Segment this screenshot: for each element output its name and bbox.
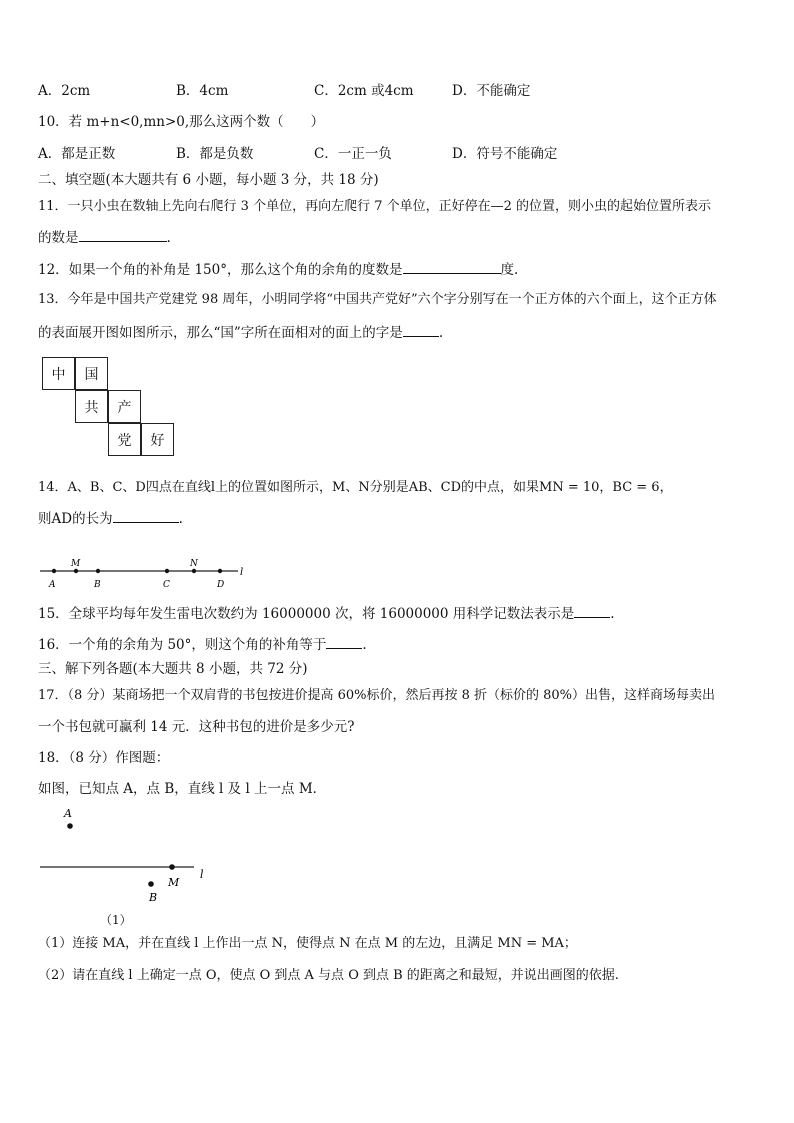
q11-line1: 11．一只小虫在数轴上先向右爬行 3 个单位，再向左爬行 7 个单位，正好停在—2 的位置，则小虫的起始位置所表示 [38, 199, 712, 214]
point-m [169, 864, 175, 870]
q14-line2-text: 则AD的长为 [38, 511, 113, 527]
q11-line2-text: 的数是 [38, 230, 79, 246]
q18-intro: 如图，已知点 A，点 B，直线 l 及 l 上一点 M． [38, 781, 327, 797]
net-cell-hao: 好 [141, 423, 174, 456]
label-d: D [217, 580, 225, 590]
q14-line2: 则AD的长为 . [38, 508, 183, 529]
q18-sub1: （1）连接 MA，并在直线 l 上作出一点 N，使得点 N 在点 M 的左边，且满足 MN = MA； [38, 936, 577, 951]
label-m: M [71, 559, 81, 569]
label-m: M [168, 876, 180, 889]
q9-option-b: B．4cm [176, 83, 229, 99]
label-b: B [94, 580, 101, 590]
q16-text: 16．一个角的余角为 50°，则这个角的补角等于 [38, 637, 327, 653]
q17-line1: 17．（8 分）某商场把一个双肩背的书包按进价提高 60%标价，然后再按 8 折（标价的 80%）出售，这样商场每卖出 [38, 688, 716, 703]
q10-option-b: B．都是负数 [176, 146, 254, 162]
section3-heading: 三、解下列各题(本大题共 8 小题，共 72 分) [38, 661, 308, 677]
q11-line2: 的数是 . [38, 227, 171, 248]
q10-stem: 10．若 m+n<0,mn>0,那么这两个数（ ） [38, 114, 325, 130]
net-cell-chan: 产 [108, 390, 141, 423]
q12-text: 12．如果一个角的补角是 150°，那么这个角的余角的度数是 [38, 262, 403, 278]
q10-option-a: A．都是正数 [38, 146, 116, 162]
q18-sub2: （2）请在直线 l 上确定一点 O，使点 O 到点 A 与点 O 到点 B 的距离之和最短，并说出画图的依据. [38, 968, 619, 983]
label-line-l: l [240, 567, 244, 578]
section2-heading: 二、填空题(本大题共有 6 小题，每小题 3 分，共 18 分) [38, 172, 379, 188]
q18-title: 18．（8 分）作图题： [38, 750, 170, 766]
net-cell-gong: 共 [75, 390, 108, 423]
point-a [67, 823, 73, 829]
label-line-l: l [200, 868, 204, 881]
net-cell-zhong: 中 [42, 357, 75, 390]
q12-suffix: 度. [500, 262, 519, 278]
q14-line1: 14．A、B、C、D四点在直线l上的位置如图所示，M、N分别是AB、CD的中点，如果MN = 10，BC = 6， [38, 480, 673, 495]
q18-figure-caption: （1） [100, 913, 132, 927]
q15-line: 15．全球平均每年发生雷电次数约为 16000000 次，将 16000000 用科学记数法表示是 . [38, 603, 615, 624]
q13-line1: 13．今年是中国共产党建党 98 周年，小明同学将“中国共产党好”六个字分别写在一个正方体的六个面上，这个正方体 [38, 292, 717, 307]
label-c: C [163, 580, 170, 590]
label-a: A [64, 807, 72, 820]
label-a: A [49, 580, 56, 590]
q9-option-c: C．2cm 或4cm [314, 83, 414, 99]
q13-line2: 的表面展开图如图所示，那么“国”字所在面相对的面上的字是 . [38, 322, 443, 343]
q15-text: 15．全球平均每年发生雷电次数约为 16000000 次，将 16000000 用科学记数法表示是 [38, 606, 575, 622]
q9-option-a: A．2cm [38, 83, 91, 99]
net-cell-guo: 国 [75, 357, 108, 390]
q10-option-c: C．一正一负 [314, 146, 392, 162]
label-b: B [149, 891, 158, 904]
q9-option-d: D．不能确定 [452, 83, 531, 99]
q17-line2: 一个书包就可赢利 14 元．这种书包的进价是多少元? [38, 719, 355, 735]
q13-line2-text: 的表面展开图如图所示，那么“国”字所在面相对的面上的字是 [38, 325, 403, 341]
q10-option-d: D．符号不能确定 [452, 146, 558, 162]
label-n: N [190, 559, 198, 569]
q16-line: 16．一个角的余角为 50°，则这个角的补角等于 . [38, 634, 367, 655]
point-b [148, 881, 154, 887]
net-cell-dang: 党 [108, 423, 141, 456]
